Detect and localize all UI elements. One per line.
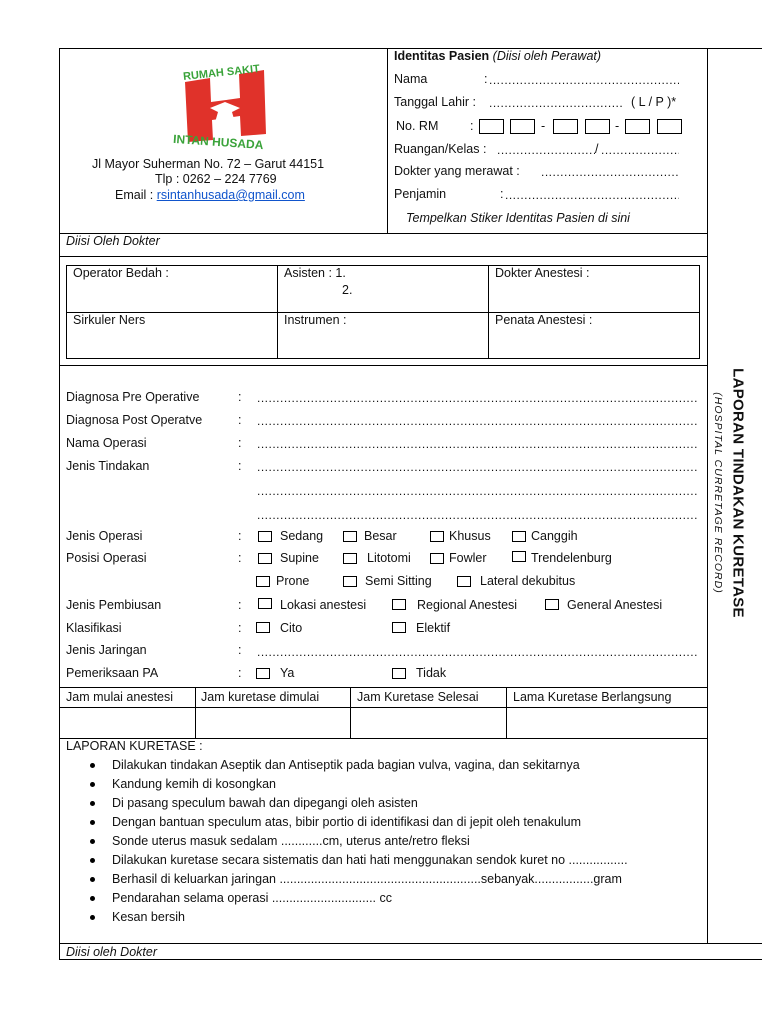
side-subtitle: (HOSPITAL CURRETAGE RECORD) [712, 392, 724, 594]
time-cell-kuretase-selesai[interactable] [351, 708, 506, 738]
doctor-note-bottom: Diisi oleh Dokter [66, 945, 158, 959]
checkbox-cito[interactable] [256, 622, 270, 633]
option-litotomi: Litotomi [367, 551, 411, 565]
time-header-kuretase-dimulai: Jam kuretase dimulai [201, 690, 320, 704]
time-cell-mulai-anestesi[interactable] [60, 708, 195, 738]
rm-dash-2: - [615, 119, 620, 133]
report-item: Kesan bersih [112, 910, 185, 924]
tanggal-lahir-label: Tanggal Lahir : [394, 95, 477, 109]
klasifikasi-label: Klasifikasi [66, 621, 122, 635]
option-tidak: Tidak [416, 666, 447, 680]
operator-bedah-cell[interactable]: Operator Bedah : [73, 266, 169, 280]
checkbox-lateral-dekubitus[interactable] [457, 576, 471, 587]
identity-heading-title: Identitas Pasien [394, 49, 490, 63]
option-fowler: Fowler [449, 551, 487, 565]
bullet-icon [90, 896, 95, 901]
hospital-address: Jl Mayor Suherman No. 72 – Garut 44151 [92, 157, 325, 171]
report-item[interactable]: Sonde uterus masuk sedalam ............cm, uterus ante/retro fleksi [112, 834, 470, 848]
email-link[interactable]: rsintanhusada@gmail.com [156, 188, 305, 202]
sirkuler-ners-cell[interactable]: Sirkuler Ners [73, 313, 146, 327]
report-item: Di pasang speculum bawah dan dipegangi oleh asisten [112, 796, 418, 810]
option-ya: Ya [280, 666, 295, 680]
dokter-merawat-label: Dokter yang merawat : [394, 164, 520, 178]
checkbox-lokasi-anestesi[interactable] [258, 598, 272, 609]
rm-box-2[interactable] [510, 119, 535, 134]
jenis-tindakan-field-2[interactable] [257, 484, 698, 499]
side-title: LAPORAN TINDAKAN KURETASE [729, 368, 747, 618]
option-regional-anestesi: Regional Anestesi [417, 598, 518, 612]
jenis-jaringan-field[interactable] [257, 645, 698, 660]
option-semi-sitting: Semi Sitting [365, 574, 432, 588]
field-colon: : [238, 621, 242, 635]
bullet-icon [90, 858, 95, 863]
dokter-merawat-field[interactable] [541, 165, 679, 180]
frame-right-inner [707, 48, 708, 944]
posisi-operasi-label: Posisi Operasi [66, 551, 147, 565]
logo-top-text: RUMAH SAKIT [182, 63, 261, 83]
identity-heading-note: (Diisi oleh Perawat) [492, 49, 602, 63]
checkbox-semi-sitting[interactable] [343, 576, 357, 587]
bullet-icon [90, 820, 95, 825]
divider-times-top [59, 687, 707, 688]
checkbox-ya[interactable] [256, 668, 270, 679]
diagnosa-post-label: Diagnosa Post Operatve [66, 413, 203, 427]
time-header-lama-kuretase: Lama Kuretase Berlangsung [513, 690, 672, 704]
rm-box-3[interactable] [553, 119, 578, 134]
nama-colon: : [484, 72, 488, 86]
field-colon: : [238, 390, 242, 404]
bullet-icon [90, 763, 95, 768]
jenis-pembiusan-label: Jenis Pembiusan [66, 598, 162, 612]
option-elektif: Elektif [416, 621, 451, 635]
divider-header [387, 48, 388, 234]
bullet-icon [90, 782, 95, 787]
time-cell-lama-kuretase[interactable] [507, 708, 707, 738]
field-colon: : [238, 529, 242, 543]
penjamin-field[interactable] [505, 188, 679, 203]
option-besar: Besar [364, 529, 397, 543]
checkbox-elektif[interactable] [392, 622, 406, 633]
rm-box-5[interactable] [625, 119, 650, 134]
option-lateral-dekubitus: Lateral dekubitus [480, 574, 576, 588]
option-general-anestesi: General Anestesi [567, 598, 663, 612]
rm-box-6[interactable] [657, 119, 682, 134]
report-item[interactable]: Pendarahan selama operasi .............................. cc [112, 891, 392, 905]
jenis-tindakan-field-3[interactable] [257, 508, 698, 523]
jenis-operasi-label: Jenis Operasi [66, 529, 143, 543]
jenis-tindakan-label: Jenis Tindakan [66, 459, 150, 473]
nama-operasi-label: Nama Operasi [66, 436, 147, 450]
frame-bottom [59, 959, 762, 960]
checkbox-litotomi[interactable] [343, 553, 357, 564]
divider-fields-top [59, 365, 707, 366]
report-item: Dilakukan tindakan Aseptik dan Antiseptik pada bagian vulva, vagina, dan sekitarnya [112, 758, 580, 772]
email-label: Email : [115, 188, 157, 202]
rm-box-4[interactable] [585, 119, 610, 134]
checkbox-general-anestesi[interactable] [545, 599, 559, 610]
option-lokasi-anestesi: Lokasi anestesi [280, 598, 367, 612]
checkbox-khusus[interactable] [430, 531, 444, 542]
rm-box-1[interactable] [479, 119, 504, 134]
logo-bottom-text: INTAN HUSADA [172, 131, 264, 153]
report-item[interactable]: Berhasil di keluarkan jaringan ..........................................................sebanyak.................gram [112, 872, 622, 886]
ruangan-label: Ruangan/Kelas : [394, 142, 487, 156]
option-cito: Cito [280, 621, 303, 635]
option-supine: Supine [280, 551, 319, 565]
checkbox-regional-anestesi[interactable] [392, 599, 406, 610]
time-header-mulai-anestesi: Jam mulai anestesi [66, 690, 173, 704]
penjamin-label: Penjamin [394, 187, 447, 201]
diagnosa-pre-label: Diagnosa Pre Operative [66, 390, 200, 404]
rm-label: No. RM [396, 119, 439, 133]
nama-operasi-field[interactable] [257, 437, 698, 452]
checkbox-tidak[interactable] [392, 668, 406, 679]
field-colon: : [238, 459, 242, 473]
time-cell-kuretase-dimulai[interactable] [196, 708, 350, 738]
divider-doctor-note [59, 256, 707, 257]
checkbox-canggih[interactable] [512, 531, 526, 542]
instrumen-cell[interactable]: Instrumen : [284, 313, 347, 327]
asisten-2-label: 2. [342, 283, 353, 297]
kelas-field[interactable] [601, 143, 679, 158]
option-sedang: Sedang [280, 529, 324, 543]
field-colon: : [238, 551, 242, 565]
penata-anestesi-cell[interactable]: Penata Anestesi : [495, 313, 593, 327]
field-colon: : [238, 436, 242, 450]
nama-label: Nama [394, 72, 428, 86]
diagnosa-pre-field[interactable] [257, 391, 698, 406]
doctor-note-top: Diisi Oleh Dokter [66, 234, 160, 248]
report-heading: LAPORAN KURETASE : [66, 739, 203, 753]
bullet-icon [90, 877, 95, 882]
nama-field[interactable] [489, 73, 679, 88]
bullet-icon [90, 915, 95, 920]
checkbox-prone[interactable] [256, 576, 270, 587]
report-item: Kandung kemih di kosongkan [112, 777, 277, 791]
report-item[interactable]: Dilakukan kuretase secara sistematis dan hati hati menggunakan sendok kuret no ................. [112, 853, 628, 867]
field-colon: : [238, 666, 242, 680]
time-header-kuretase-selesai: Jam Kuretase Selesai [357, 690, 479, 704]
option-prone: Prone [276, 574, 310, 588]
checkbox-supine[interactable] [258, 553, 272, 564]
asisten-cell[interactable]: Asisten : 1. [284, 266, 346, 280]
field-colon: : [238, 643, 242, 657]
identity-heading [394, 49, 601, 64]
frame-left [59, 48, 60, 960]
diagnosa-post-field[interactable] [257, 414, 698, 429]
bullet-icon [90, 801, 95, 806]
bullet-icon [90, 839, 95, 844]
report-item: Dengan bantuan speculum atas, bibir portio di identifikasi dan di jepit oleh tenakulum [112, 815, 582, 829]
field-colon: : [238, 413, 242, 427]
tanggal-lahir-field[interactable] [489, 96, 623, 111]
pemeriksaan-pa-label: Pemeriksaan PA [66, 666, 159, 680]
field-colon: : [238, 598, 242, 612]
checkbox-besar[interactable] [343, 531, 357, 542]
jenis-jaringan-label: Jenis Jaringan [66, 643, 147, 657]
hospital-email-row [115, 188, 305, 203]
dokter-anestesi-cell[interactable]: Dokter Anestesi : [495, 266, 590, 280]
divider-report-bottom [59, 943, 762, 944]
rm-colon: : [470, 119, 474, 133]
option-trendelenburg: Trendelenburg [531, 551, 612, 565]
penjamin-colon: : [500, 187, 504, 201]
checkbox-trendelenburg[interactable] [512, 551, 526, 562]
checkbox-fowler[interactable] [430, 553, 444, 564]
rm-dash-1: - [541, 119, 546, 133]
option-canggih: Canggih [531, 529, 578, 543]
option-khusus: Khusus [449, 529, 491, 543]
sticker-note: Tempelkan Stiker Identitas Pasien di sini [406, 211, 630, 225]
ruangan-field[interactable] [497, 143, 595, 158]
checkbox-sedang[interactable] [258, 531, 272, 542]
hospital-phone: Tlp : 0262 – 224 7769 [155, 172, 277, 186]
sex-option[interactable]: ( L / P )* [631, 95, 677, 109]
ruangan-slash: / [595, 142, 599, 156]
jenis-tindakan-field-1[interactable] [257, 460, 698, 475]
